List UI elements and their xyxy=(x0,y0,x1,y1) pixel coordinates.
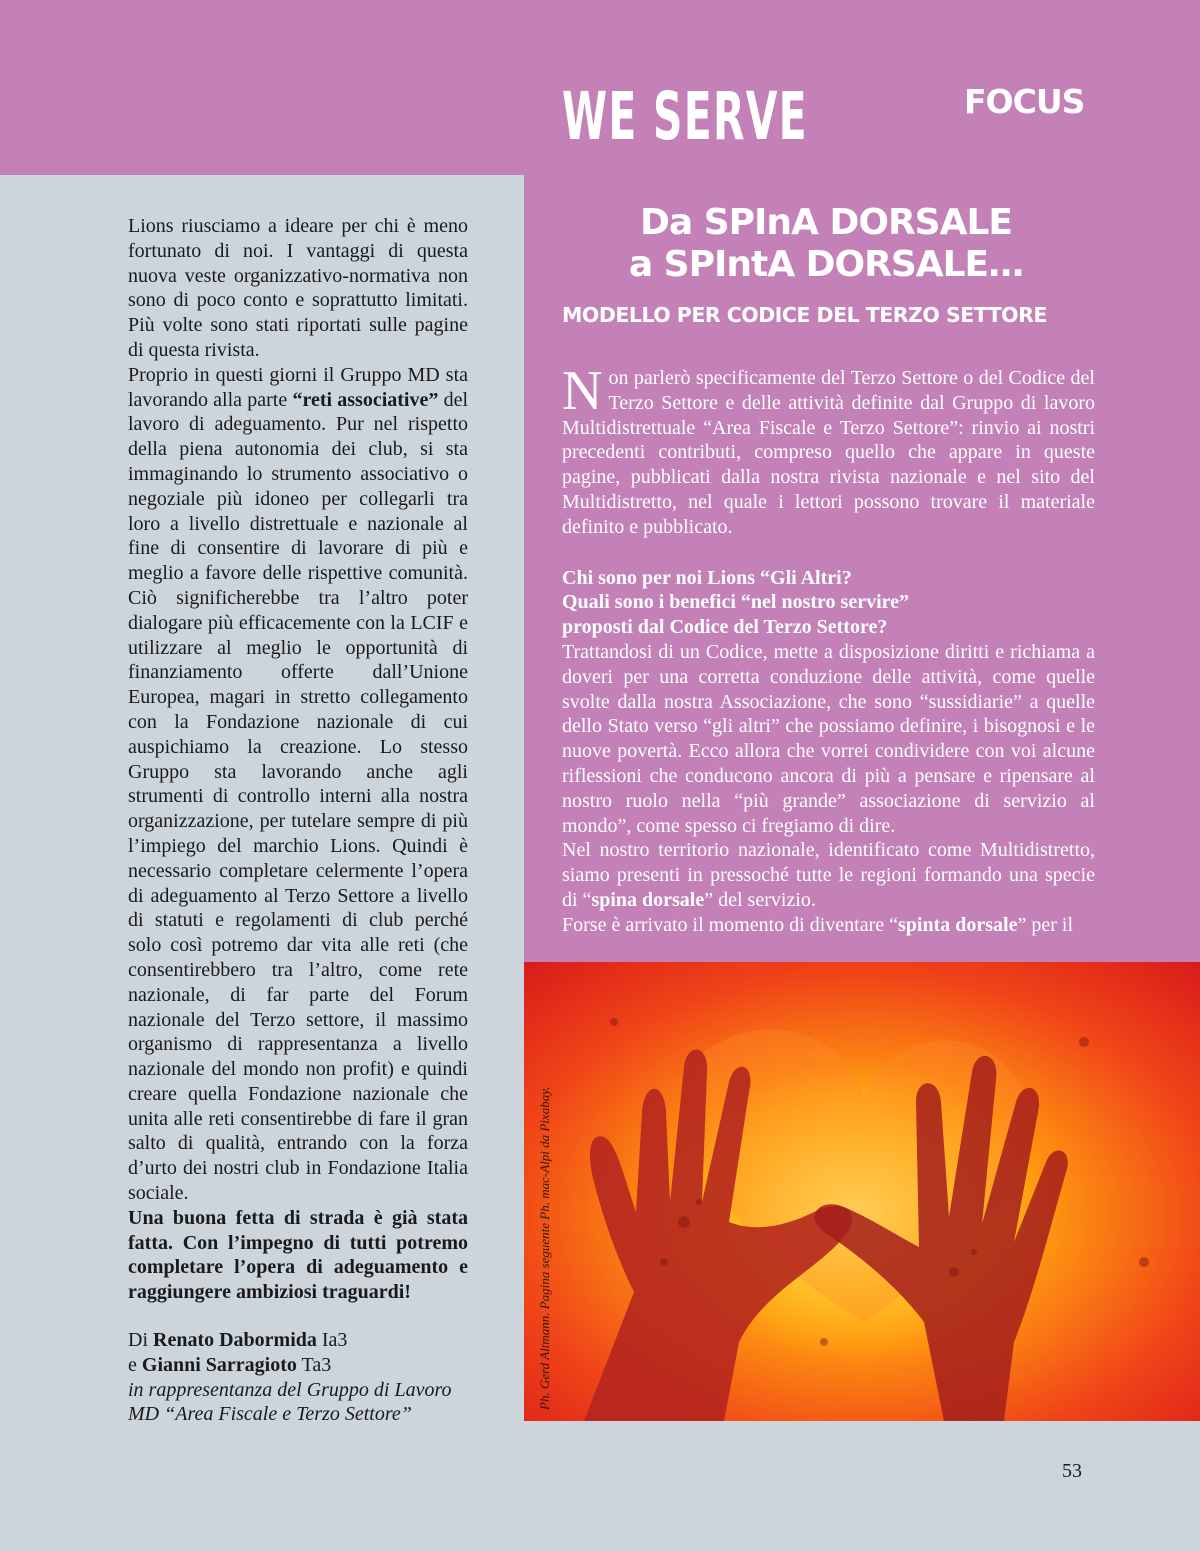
byline xyxy=(128,1328,508,1427)
article-subtitle: MODELLO PER CODICE DEL TERZO SETTORE xyxy=(562,303,1047,327)
byline-author-2: e Gianni Sarragioto Ta3 xyxy=(128,1353,332,1376)
right-column-text xyxy=(562,360,1095,938)
hands-illustration-svg xyxy=(524,962,1200,1421)
article-title-line2: a SPIntA DORSALE… xyxy=(628,244,1024,285)
left-closing-paragraph: Una buona fetta di strada è già stata fatta. Con l’impegno di tutti potremo completare l’opera di adeguamento e raggiungere ambiziosi traguardi! xyxy=(128,1206,468,1304)
right-paragraph-2: Nel nostro territorio nazionale, identificato come Multidistretto, siamo presenti in pressoché tutte le regioni formando una specie di “spina dorsale” del servizio. xyxy=(562,839,1095,911)
page-number: 53 xyxy=(1062,1460,1082,1482)
left-paragraph-1: Lions riusciamo a ideare per chi è meno fortunato di noi. I vantaggi di questa nuova veste organizzativo-normativa non sono di poco conto e soprattutto limitati. Più volte sono stati riportati sulle pagine di questa rivista. xyxy=(128,215,468,361)
right-paragraph-3: Forse è arrivato il momento di diventare “spinta dorsale” per il xyxy=(562,913,1074,936)
byline-role-1: in rappresentanza del Gruppo di Lavoro xyxy=(128,1378,452,1401)
byline-author-1: Di Renato Dabormida Ia3 xyxy=(128,1329,348,1351)
left-column-text xyxy=(128,214,468,1305)
byline-role-2: MD “Area Fiscale e Terzo Settore” xyxy=(128,1403,412,1426)
category-label: FOCUS xyxy=(964,82,1085,121)
drop-cap: N xyxy=(562,360,603,422)
intro-paragraph: Non parlerò specificamente del Terzo Settore o del Codice del Terzo Settore e delle attività definite dal Gruppo di lavoro Multidistrettuale “Area Fiscale e Terzo Settore”: rinvio ai nostri precedenti contributi, compreso quello che appare in queste pagine, pubblicati dalla nostra rivista nazionale e nel sito del Multidistretto, nel quale i lettori possono trovare il materiale definito e pubblicato. xyxy=(562,360,1095,538)
photo-credit: Ph. Gerd Altmann. Pagina seguente Ph. mac-Alpi da Pixabay. xyxy=(537,1086,552,1410)
hands-illustration xyxy=(524,962,1200,1421)
right-paragraph-1: Trattandosi di un Codice, mette a disposizione diritti e richiama a doveri per una corretta conduzione delle attività, come quelle svolte dalla nostra Associazione, che sono “sussidiarie” a quelle dello Stato verso “gli altri” che possiamo definire, i bisognosi e le nuove povertà. Ecco allora che vorrei condividere con voi alcune riflessioni che conducono ancora di più a pensare e ripensare al nostro ruolo nella “più grande” associazione di servizio al mondo”, come spesso ci fregiamo di dire. xyxy=(562,640,1095,837)
bold-phrase-reti: “reti associative” xyxy=(292,388,439,411)
question-heading: Chi sono per noi Lions “Gli Altri? Quali sono i benefici “nel nostro servire” proposti dal Codice del Terzo Settore? xyxy=(562,566,910,639)
left-paragraph-2: Proprio in questi giorni il Gruppo MD sta lavorando alla parte “reti associative” del lavoro di adeguamento. Pur nel rispetto della piena autonomia dei club, si sta immaginando lo strumento associativo o negoziale più idoneo per collegarli tra loro a livello distrettuale e nazionale al fine di consentire di lavorare di più e meglio a favore delle rispettive comunità. Ciò significherebbe tra l’altro poter dialogare più efficacemente con la LCIF e utilizzare al meglio le opportunità di finanziamento offerte dall’Unione Europea, magari in stretto collegamento con la Fondazione nazionale di cui auspichiamo la creazione. Lo stesso Gruppo sta lavorando anche agli strumenti di controllo interni alla nostra organizzazione, per tutelare sempre di più l’impiego del marchio Lions. Quindi è necessario completare celermente l’opera di adeguamento al Terzo Settore a livello di statuti e regolamenti di club perché solo così potremo dar vita alle reti (che consentirebbero tra l’altro, come rete nazionale, di far parte del Forum nazionale del Terzo settore, il massimo organismo di rappresentanza a livello nazionale del mondo non profit) e quindi creare quella Fondazione nazionale che unita alle reti consentirebbe di fare il gran salto di qualità, entrando con la forza d’urto dei nostri club in Fondazione Italia sociale. xyxy=(128,363,469,1205)
section-title: WE SERVE xyxy=(562,78,808,155)
article-title-line1: Da SPInA DORSALE xyxy=(640,202,1012,243)
